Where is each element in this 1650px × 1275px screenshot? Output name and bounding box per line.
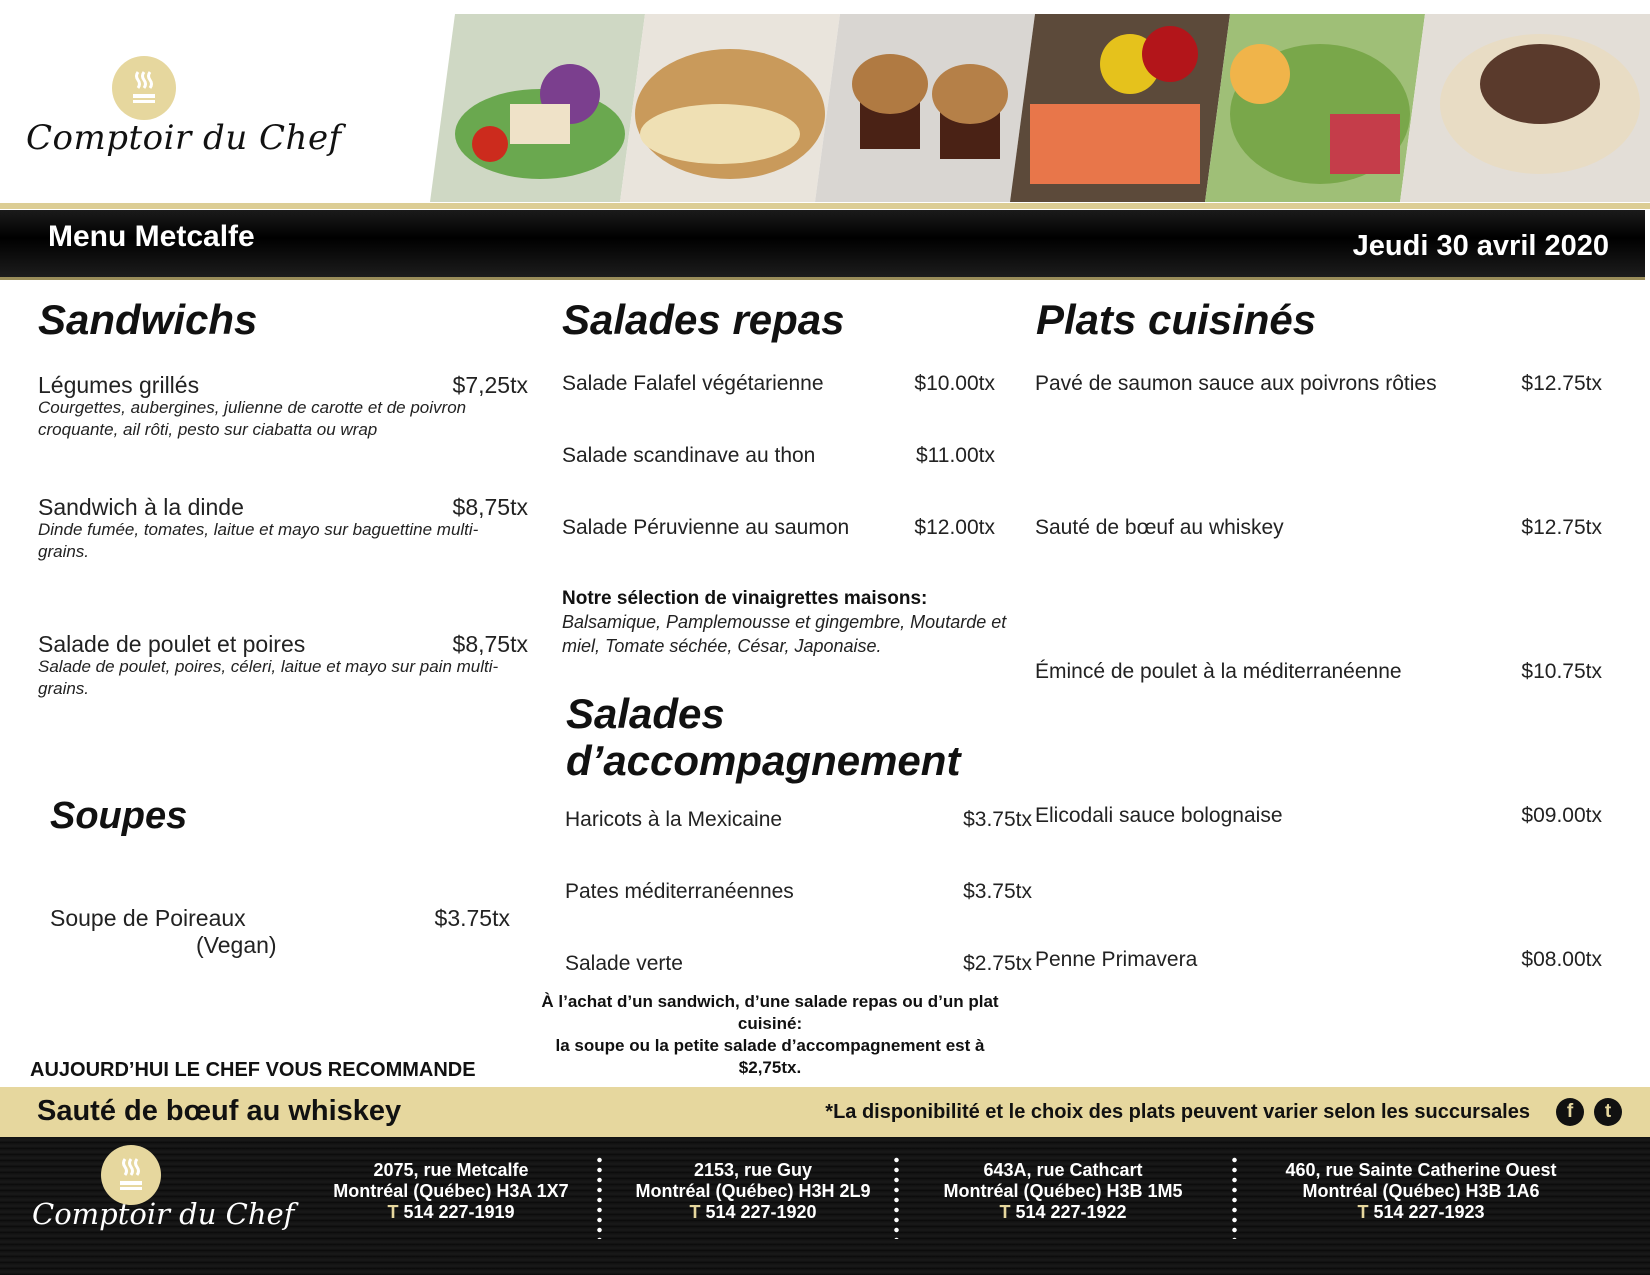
salade-repas-item-name: Salade Péruvienne au saumon [562,516,850,539]
phone-label: T [1357,1202,1369,1222]
menu-date: Jeudi 30 avril 2020 [1352,230,1609,262]
sandwich-item-desc: Courgettes, aubergines, julienne de carotte et de poivron croquante, ail rôti, pesto sur ciabatta ou wrap [38,398,467,439]
recommendation-band [0,1087,1650,1137]
plat-item-name: Pavé de saumon sauce aux poivrons rôties [1035,372,1437,395]
promo-note-line: la soupe ou la petite salade d’accompagnement est à [555,1036,985,1055]
salade-accomp-item-price: $3.75tx [963,808,1032,831]
soupe-item-name: Soupe de Poireaux [50,905,246,931]
location-city: Montréal (Québec) H3A 1X7 [333,1181,569,1201]
dotted-separator [894,1155,899,1239]
location-street: 643A, rue Cathcart [983,1160,1143,1180]
salades-accomp-heading-line2: d’accompagnement [566,737,961,784]
salades-repas-heading: Salades repas [562,296,845,343]
salade-repas-item-name: Salade scandinave au thon [562,444,816,467]
sandwich-item-price: $7,25tx [452,372,528,398]
salades-accomp-heading-line1: Salades [566,690,725,737]
title-bar-underline [0,277,1645,280]
plat-item-price: $10.75tx [1521,660,1602,683]
plat-item-name: Penne Primavera [1035,948,1198,971]
recommendation-label: AUJOURD’HUI LE CHEF VOUS RECOMMANDE [30,1059,476,1081]
sandwich-item-desc: Dinde fumée, tomates, laitue et mayo sur baguettine multi-grains. [38,520,479,561]
location-street: 2153, rue Guy [693,1160,813,1180]
location-address [612,1160,894,1223]
facebook-icon[interactable]: f [1556,1098,1584,1126]
location-phone-row [1262,1202,1580,1223]
plat-item-price: $12.75tx [1521,516,1602,539]
footer-logo-text: Comptoir du Chef [32,1197,295,1231]
chef-hat-icon [119,1157,143,1191]
availability-note: *La disponibilité et le choix des plats peuvent varier selon les succursales [825,1101,1530,1123]
phone-label: T [387,1202,399,1222]
soupes-heading: Soupes [50,795,188,837]
location-phone-row [612,1202,894,1223]
title-bar [0,210,1645,280]
salade-repas-item-price: $11.00tx [915,444,995,467]
sandwichs-heading: Sandwichs [38,296,258,343]
sandwich-item-name: Légumes grillés [38,372,200,398]
phone-label: T [999,1202,1011,1222]
plat-item-name: Sauté de bœuf au whiskey [1035,516,1284,539]
salade-repas-item-name: Salade Falafel végétarienne [562,372,824,395]
brand-logo-circle [112,56,176,120]
plat-item-name: Émincé de poulet à la méditerranéenne [1035,660,1402,683]
twitter-icon[interactable]: t [1594,1098,1622,1126]
salade-accomp-item-name: Haricots à la Mexicaine [565,808,783,831]
soupe-item-sub: (Vegan) [196,932,277,958]
salade-repas-item-price: $10.00tx [914,372,995,395]
location-phone-row [310,1202,592,1223]
vinaigrettes-list: Balsamique, Pamplemousse et gingembre, Moutarde et miel, Tomate séchée, César, Japonaise. [562,612,1007,656]
plat-item-price: $08.00tx [1521,948,1602,971]
chef-hat-icon [132,70,156,104]
location-address [1262,1160,1580,1223]
plat-item-price: $12.75tx [1521,372,1602,395]
sandwich-item-name: Sandwich à la dinde [38,494,244,520]
salade-accomp-item-price: $2.75tx [963,952,1032,975]
location-street: 460, rue Sainte Catherine Ouest [1285,1160,1557,1180]
recommended-dish: Sauté de bœuf au whiskey [37,1095,402,1127]
location-address [310,1160,592,1223]
sandwich-item-name: Salade de poulet et poires [38,631,306,657]
dotted-separator [597,1155,602,1239]
soupe-item-price: $3.75tx [434,905,510,931]
sandwich-item-price: $8,75tx [452,631,528,657]
location-street: 2075, rue Metcalfe [373,1160,529,1180]
plat-item-price: $09.00tx [1521,804,1602,827]
salade-accomp-item-name: Salade verte [565,952,683,975]
promo-note [505,991,1035,1079]
plat-item-name: Elicodali sauce bolognaise [1035,804,1283,827]
location-city: Montréal (Québec) H3B 1A6 [1302,1181,1540,1201]
location-city: Montréal (Québec) H3H 2L9 [635,1181,871,1201]
salade-accomp-item-price: $3.75tx [963,880,1032,903]
header-gold-line [0,203,1650,209]
menu-title: Menu Metcalfe [48,220,255,253]
footer-logo-circle [101,1145,161,1205]
location-address [922,1160,1204,1223]
location-city: Montréal (Québec) H3B 1M5 [943,1181,1183,1201]
location-phone-row [922,1202,1204,1223]
phone-label: T [689,1202,701,1222]
promo-note-line: cuisiné: [737,1014,803,1033]
promo-note-line: À l’achat d’un sandwich, d’une salade repas ou d’un plat [541,992,999,1011]
plats-heading: Plats cuisinés [1036,296,1317,343]
sandwich-item-price: $8,75tx [452,494,528,520]
salade-repas-item-price: $12.00tx [914,516,995,539]
footer [0,1137,1650,1275]
location-phone[interactable]: 514 227-1920 [705,1202,817,1222]
salade-accomp-item-name: Pates méditerranéennes [565,880,794,903]
vinaigrettes-title: Notre sélection de vinaigrettes maisons: [562,588,928,609]
food-photo-strip [430,14,1650,202]
location-phone[interactable]: 514 227-1919 [403,1202,515,1222]
dotted-separator [1232,1155,1237,1239]
location-phone[interactable]: 514 227-1922 [1015,1202,1127,1222]
promo-note-line: $2,75tx. [738,1058,802,1077]
brand-logo-text: Comptoir du Chef [26,118,342,158]
location-phone[interactable]: 514 227-1923 [1373,1202,1485,1222]
sandwich-item-desc: Salade de poulet, poires, céleri, laitue et mayo sur pain multi-grains. [38,657,499,698]
